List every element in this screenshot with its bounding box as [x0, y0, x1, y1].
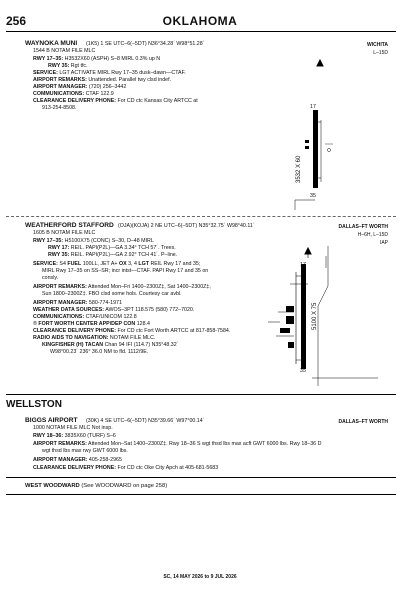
runway-end-17: RWY 17: REIL. PAPI(P2L)—GA 3.34° TCH 57´. Trees. [48, 245, 176, 251]
clearance-line-2: 913-254-8508. [42, 105, 77, 111]
communications-line: COMMUNICATIONS: CTAF 122.9 [33, 91, 114, 97]
chart-id: H–6H, L–15D [357, 232, 388, 238]
service-line: SERVICE: S4 FUEL 100LL, JET A+ OX 3, 4 LGT REIL Rwy 17 and 35; [33, 261, 201, 267]
cross-reference: WEST WOODWARD (See WOODWARD on page 258) [25, 483, 168, 489]
communications-line: COMMUNICATIONS: CTAF/UNICOM 122.8 [33, 314, 137, 320]
service-line-2: MIRL Rwy 17–35 on SS–SR; incr intst—CTAF. PAPI Rwy 17 and 35 on [42, 268, 209, 274]
chart-region: DALLAS–FT WORTH [338, 419, 388, 425]
center-line: ® FORT WORTH CENTER APP/DEP CON 128.4 [33, 321, 150, 327]
manager-line: AIRPORT MANAGER: (720) 256–3442 [33, 84, 127, 90]
rco-icon: ® [33, 321, 37, 327]
diagram-runway-size: 3532 X 60 [296, 155, 302, 183]
clearance-line: CLEARANCE DELIVERY PHONE: For CD ctc Oke City Apch at 405-681-5683 [33, 465, 219, 471]
diagram-runway-size: 5100 X 75 [312, 302, 318, 330]
runway-end-line: RWY 35: Rgt tfc. [48, 63, 88, 69]
clearance-line: CLEARANCE DELIVERY PHONE: For CD ctc Fort Worth ARTCC at 817-858-7584. [33, 328, 231, 334]
airport-location: (OJA)(KOJA) 2 NE UTC–6(–5DT) N35°32.75´ W98°40.11´ [118, 222, 255, 229]
header-rule [6, 31, 396, 32]
waynoka-airport-diagram [275, 60, 365, 215]
airport-name: BIGGS AIRPORT [25, 417, 78, 424]
airport-name: WAYNOKA MUNI [25, 40, 78, 47]
entry-divider [6, 216, 396, 217]
remarks-line-2: Sun 1800–2300Z‡. FBO clsd some hols. Courtesy car avbl. [42, 291, 182, 297]
page-number: 256 [6, 14, 27, 28]
weatherford-airport-diagram [268, 246, 378, 386]
state-title: OKLAHOMA [162, 14, 238, 28]
diagram-end-35: 35 [310, 193, 316, 199]
vortac-line-2: W98°00.23´ 236° 36.0 NM to fld. 1112/9E. [50, 349, 149, 355]
navaid-line: RADIO AIDS TO NAVIGATION: NOTAM FILE MLC. [33, 335, 156, 341]
service-line: SERVICE: LGT ACTIVATE MIRL Rwy 17–35 dusk–dawn—CTAF. [33, 70, 186, 76]
runway-line: RWY 17–35: H3532X60 (ASPH) S–8 MIRL 0.3% up N [33, 56, 161, 62]
airport-location: (1K5) 1 SE UTC–6(–5DT) N36°34.28´ W98°51.28´ [86, 40, 205, 47]
airport-elevation: 1605 B NOTAM FILE MLC [33, 230, 96, 236]
page-footer: SC, 14 MAY 2026 to 9 JUL 2026 [163, 574, 237, 580]
remarks-line: AIRPORT REMARKS: Attended Mon–Sat 1400–2300Z‡. Rwy 18–36 S wgt thsd lbs max acft GWT 6000 lbs. Rwy 18–36 D [33, 441, 322, 447]
chart-region: DALLAS–FT WORTH [338, 224, 388, 230]
runway-line: RWY 17–35: H5100X75 (CONC) S–30, D–48 MIRL [33, 238, 154, 244]
airport-elevation: 1000 NOTAM FILE MLC Not insp. [33, 425, 113, 431]
runway-end-35: RWY 35: REIL. PAPI(P2L)—GA 2.92° TCH 41´. P–line. [48, 252, 178, 258]
diagram-end-17: 17 [300, 262, 306, 268]
remarks-line: AIRPORT REMARKS: Attended Mon–Fri 1400–2300Z‡, Sat 1400–2300Z‡, [33, 284, 211, 290]
weather-line: WEATHER DATA SOURCES: AWOS–3PT 118.575 (580) 772–7020. [33, 307, 195, 313]
section-rule-3 [6, 494, 396, 495]
section-rule-2 [6, 477, 396, 478]
diagram-end-35: 35 [300, 368, 306, 374]
city-heading: WELLSTON [6, 399, 62, 410]
vortac-line: KINGFISHER (H) TACAN Chan 94 IFI (114.7) N35°48.32´ [42, 342, 179, 348]
service-line-3: consly. [42, 275, 59, 281]
diagram-end-17: 17 [310, 104, 316, 110]
airport-name: WEATHERFORD STAFFORD [25, 222, 114, 229]
chart-region: WICHITA [366, 42, 388, 48]
remarks-line: AIRPORT REMARKS: Unattended. Parallel twy clsd indef. [33, 77, 172, 83]
page-header [0, 0, 400, 38]
chart-id: L–15D [373, 50, 388, 56]
remarks-line-2: wgt thsd lbs max rwy GWT 6000 lbs. [42, 448, 128, 454]
section-rule [6, 394, 396, 395]
airport-location: (30K) 4 SE UTC–6(–5DT) N35°39.66´ W97°00.14´ [86, 417, 205, 424]
runway-line: RWY 18–36: 3835X60 (TURF) S–6 [33, 433, 116, 439]
manager-line: AIRPORT MANAGER: 580-774-1971 [33, 300, 122, 306]
airport-elevation: 1544 B NOTAM FILE MLC [33, 48, 96, 54]
chart-iap: IAP [379, 240, 388, 246]
manager-line: AIRPORT MANAGER: 405-258-2965 [33, 457, 122, 463]
clearance-line: CLEARANCE DELIVERY PHONE: For CD ctc Kansas City ARTCC at [33, 98, 198, 104]
